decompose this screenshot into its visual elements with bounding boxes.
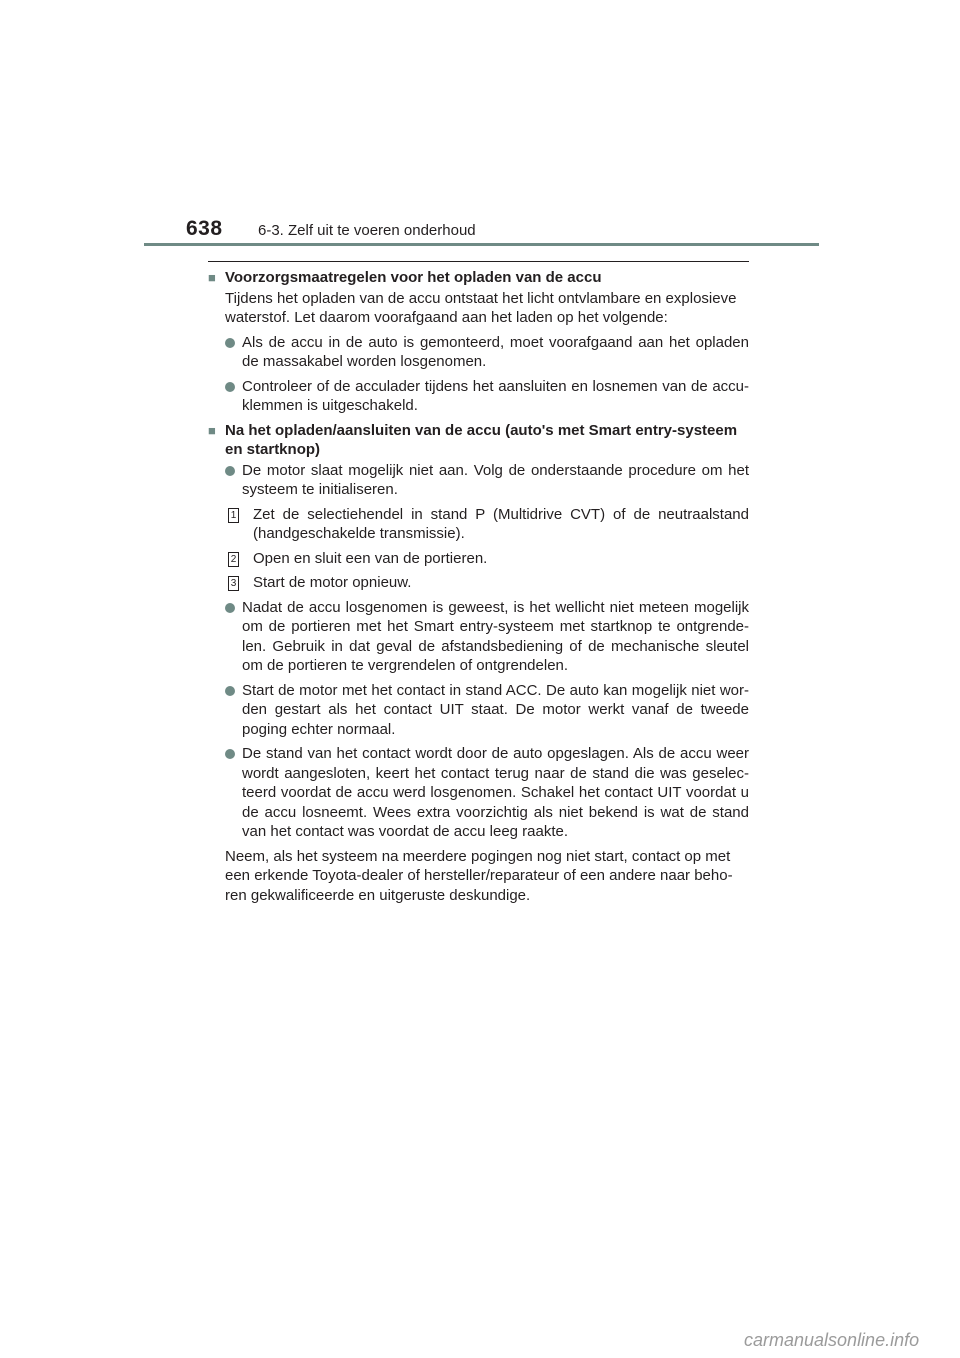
list-item xyxy=(208,598,749,676)
list-item-text: Als de accu in de auto is gemonteerd, moet voorafgaand aan het opladen de massakabel worden losgenomen. xyxy=(242,333,749,370)
content-divider xyxy=(208,261,749,262)
bullet-dot-icon xyxy=(225,603,235,613)
section-heading-after-charging xyxy=(208,421,749,460)
square-bullet-icon: ■ xyxy=(208,422,216,438)
list-item xyxy=(208,461,749,500)
section-heading-text: Voorzorgsmaatregelen voor het opladen van de accu xyxy=(225,269,602,286)
page-content xyxy=(208,261,749,905)
procedure-step xyxy=(208,505,749,544)
page-number: 638 xyxy=(186,217,223,240)
list-item xyxy=(208,681,749,740)
list-item-text: Nadat de accu losgenomen is geweest, is het wellicht niet meteen mogelijk om de portieren met het Smart entry-systeem met startknop te ontgrende-len. Gebruik in dat geval de afstandsbediening of de mechanische sleutel om de portieren te vergrendelen of ontgrendelen. xyxy=(242,598,749,674)
header-divider xyxy=(144,243,819,246)
watermark: carmanualsonline.info xyxy=(744,1330,920,1350)
list-item xyxy=(208,377,749,416)
list-item xyxy=(208,333,749,372)
square-bullet-icon: ■ xyxy=(208,270,216,285)
bullet-dot-icon xyxy=(225,466,235,476)
procedure-step xyxy=(208,573,749,593)
bullet-dot-icon xyxy=(225,382,235,392)
bullet-dot-icon xyxy=(225,686,235,696)
step-number: 3 xyxy=(228,576,239,591)
page-header xyxy=(0,0,960,250)
list-item-text: De motor slaat mogelijk niet aan. Volg de onderstaande procedure om het systeem te initialiseren. xyxy=(242,461,749,498)
bullet-dot-icon xyxy=(225,338,235,348)
section-heading-text: Na het opladen/aansluiten van de accu (auto's met Smart entry-systeem en startknop) xyxy=(225,421,738,458)
step-number: 2 xyxy=(228,552,239,567)
list-item-text: Controleer of de acculader tijdens het aansluiten en losnemen van de accu-klemmen is uitgeschakeld. xyxy=(242,377,749,414)
section-heading-charging xyxy=(208,268,749,288)
list-item xyxy=(208,744,749,842)
bullet-dot-icon xyxy=(225,749,235,759)
closing-paragraph: Neem, als het systeem na meerdere pogingen nog niet start, contact op met een erkende Toyota-dealer of hersteller/reparateur of een andere naar beho-ren gekwalificeerde en uitgeruste deskundige. xyxy=(225,847,733,904)
step-text: Open en sluit een van de portieren. xyxy=(253,549,488,567)
step-text: Zet de selectiehendel in stand P (Multidrive CVT) of de neutraalstand (handgeschakelde transmissie). xyxy=(253,505,749,542)
step-text: Start de motor opnieuw. xyxy=(253,574,412,591)
list-item-text: De stand van het contact wordt door de auto opgeslagen. Als de accu weer wordt aangesloten, keert het contact terug naar de stand die was geselec-teerd voordat de accu werd losgenomen. Schakel het contact UIT voordat u de accu losneemt. Wees extra voorzichtig als niet bekend is wat de stand van het contact was voordat de accu leeg raakte. xyxy=(242,745,749,840)
list-item-text: Start de motor met het contact in stand ACC. De auto kan mogelijk niet wor-den gestart als het contact UIT staat. De motor werkt vanaf de tweede poging echter normaal. xyxy=(242,681,749,738)
procedure-step xyxy=(208,549,749,569)
section-intro: Tijdens het opladen van de accu ontstaat het licht ontvlambare en explosieve waterstof. Let daarom voorafgaand aan het laden op het volgende: xyxy=(225,289,737,326)
step-number: 1 xyxy=(228,508,239,523)
section-title: 6-3. Zelf uit te voeren onderhoud xyxy=(258,222,476,239)
